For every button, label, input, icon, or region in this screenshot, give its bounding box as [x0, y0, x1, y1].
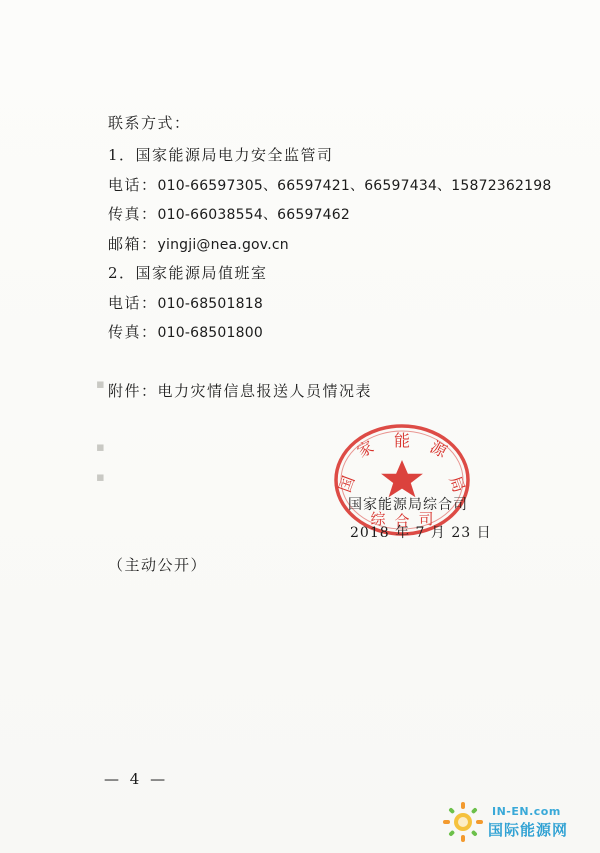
- attachment-row: [108, 380, 372, 401]
- seal-char: 局: [445, 473, 469, 495]
- dept2-phone-row: [108, 292, 263, 313]
- email-value: yingji@nea.gov.cn: [157, 237, 289, 253]
- seal-char: 家: [353, 436, 377, 462]
- seal-char: 能: [393, 431, 411, 450]
- attachment-text: 电力灾情信息报送人员情况表: [157, 382, 373, 400]
- email-label: 邮箱：: [108, 235, 158, 253]
- watermark-brand: 国际能源网: [488, 821, 569, 839]
- watermark-logo: [440, 801, 590, 843]
- fax-label: 传真：: [108, 323, 158, 341]
- sun-logo-icon: [440, 801, 486, 843]
- official-seal: [330, 418, 474, 538]
- phone-value: 010-66597305、66597421、66597434、15872362198: [157, 178, 552, 194]
- bleed-mark: ▪: [96, 470, 105, 485]
- bleed-mark: ▪: [96, 377, 105, 392]
- fax-value: 010-66038554、66597462: [157, 207, 351, 223]
- phone-label: 电话：: [108, 176, 158, 194]
- watermark-domain: IN-EN.com: [492, 805, 561, 818]
- signature-org: 国家能源局综合司: [348, 497, 468, 513]
- signature-date: 2018 年 7 月 23 日: [350, 525, 492, 541]
- fax-value: 010-68501800: [157, 325, 263, 341]
- seal-star-icon: [381, 460, 423, 497]
- contact-heading: 联系方式：: [108, 114, 191, 132]
- fax-label: 传真：: [108, 205, 158, 223]
- phone-value: 010-68501818: [157, 296, 263, 312]
- attachment-label: 附件：: [108, 382, 158, 400]
- seal-char: 源: [427, 436, 451, 462]
- disclosure-note: （主动公开）: [108, 556, 208, 574]
- seal-char: 国: [335, 473, 359, 495]
- seal-char: 合: [394, 512, 410, 530]
- dept2-fax-row: [108, 321, 263, 342]
- seal-char: 司: [418, 510, 434, 528]
- dept1-fax-row: [108, 203, 350, 224]
- phone-label: 电话：: [108, 294, 158, 312]
- dept1-email-row: [108, 233, 289, 254]
- page-number: — 4 —: [104, 770, 169, 788]
- dept1-title: 1．国家能源局电力安全监管司: [108, 146, 334, 164]
- bleed-mark: ▪: [96, 440, 105, 455]
- dept2-title: 2．国家能源局值班室: [108, 264, 268, 282]
- seal-char: 综: [370, 510, 386, 528]
- dept1-phone-row: [108, 174, 551, 195]
